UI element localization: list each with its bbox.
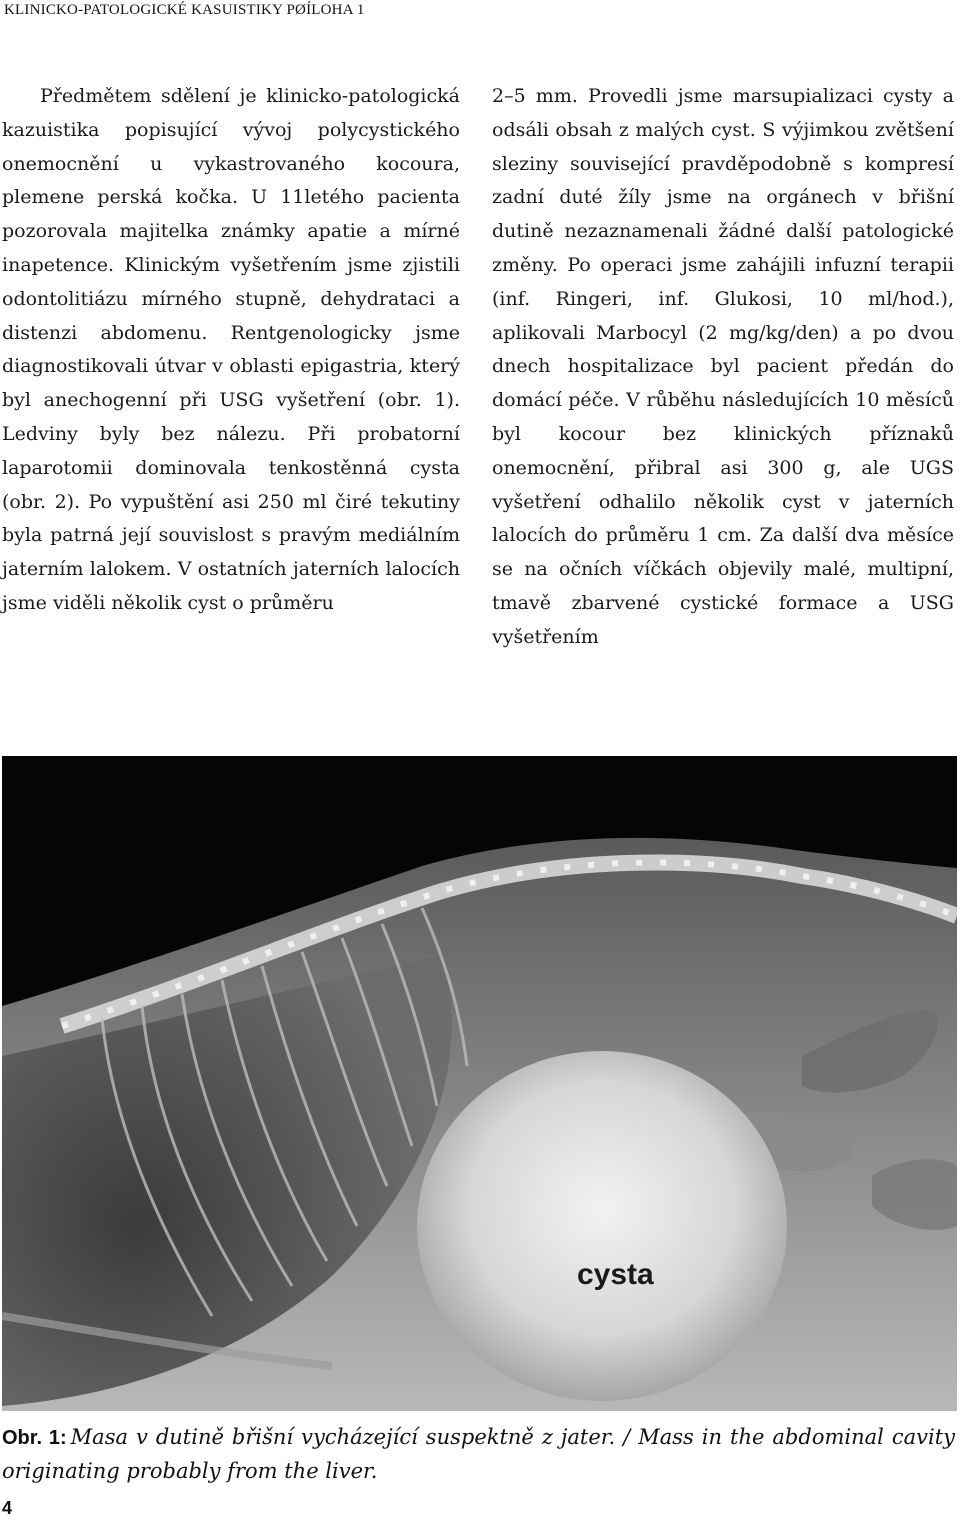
page-number: 4 — [2, 1498, 13, 1518]
right-column-paragraph: 2–5 mm. Provedli jsme marsupializaci cysty a odsáli obsah z malých cyst. S výjimkou zvětšení sleziny související pravděpodobně s kompresí zadní duté žíly jsme na orgánech v břišní dutině nezaznamenali žádné další patologické změny. Po operaci jsme zahájili infuzní terapii (inf. Ringeri, inf. Glukosi, 10 ml/hod.), aplikovali Marbocyl (2 mg/kg/den) a po dvou dnech hospitalizace byl pacient předán do domácí péče. V růběhu následujících 10 měsíců byl kocour bez klinických příznaků onemocnění, přibral asi 300 g, ale UGS vyšetření odhalilo několik cyst v jaterních lalocích do průměru 1 cm. Za další dva měsíce se na očních víčkách objevily malé, multipní, tmavě zbarvené cystické formace a USG vyšetřením — [492, 85, 954, 648]
xray-image — [2, 756, 957, 1411]
running-head: KLINICKO-PATOLOGICKÉ KASUISTIKY PØÍLOHA 1 — [4, 2, 365, 18]
cyst-mass — [417, 1051, 787, 1401]
cyst-label: cysta — [577, 1258, 654, 1291]
left-column-paragraph: Předmětem sdělení je klinicko-patologická kazuistika popisující vývoj polycystického onemocnění u vykastrovaného kocoura, plemene perská kočka. U 11letého pacienta pozorovala majitelka známky apatie a mírné inapetence. Klinickým vyšetřením jsme zjistili odontolitiázu mírného stupně, dehydrataci a distenzi abdomenu. Rentgenologicky jsme diagnostikovali útvar v oblasti epigastria, který byl anechogenní při USG vyšetření (obr. 1). Ledviny byly bez nálezu. Při probatorní laparotomii dominovala tenkostěnná cysta (obr. 2). Po vypuštění asi 250 ml čiré tekutiny byla patrná její souvislost s pravým mediálním jaterním lalokem. V ostatních jaterních lalocích jsme viděli několik cyst o průměru — [2, 85, 460, 614]
caption-text: Masa v dutině břišní vycházející suspektně z jater. / Mass in the abdominal cavity originating probably from the liver. — [2, 1425, 955, 1483]
caption-label: Obr. 1: — [2, 1427, 67, 1449]
text-column-left — [2, 80, 460, 621]
text-column-right — [492, 80, 954, 655]
figure-caption — [2, 1421, 955, 1488]
xray-figure — [2, 756, 957, 1411]
